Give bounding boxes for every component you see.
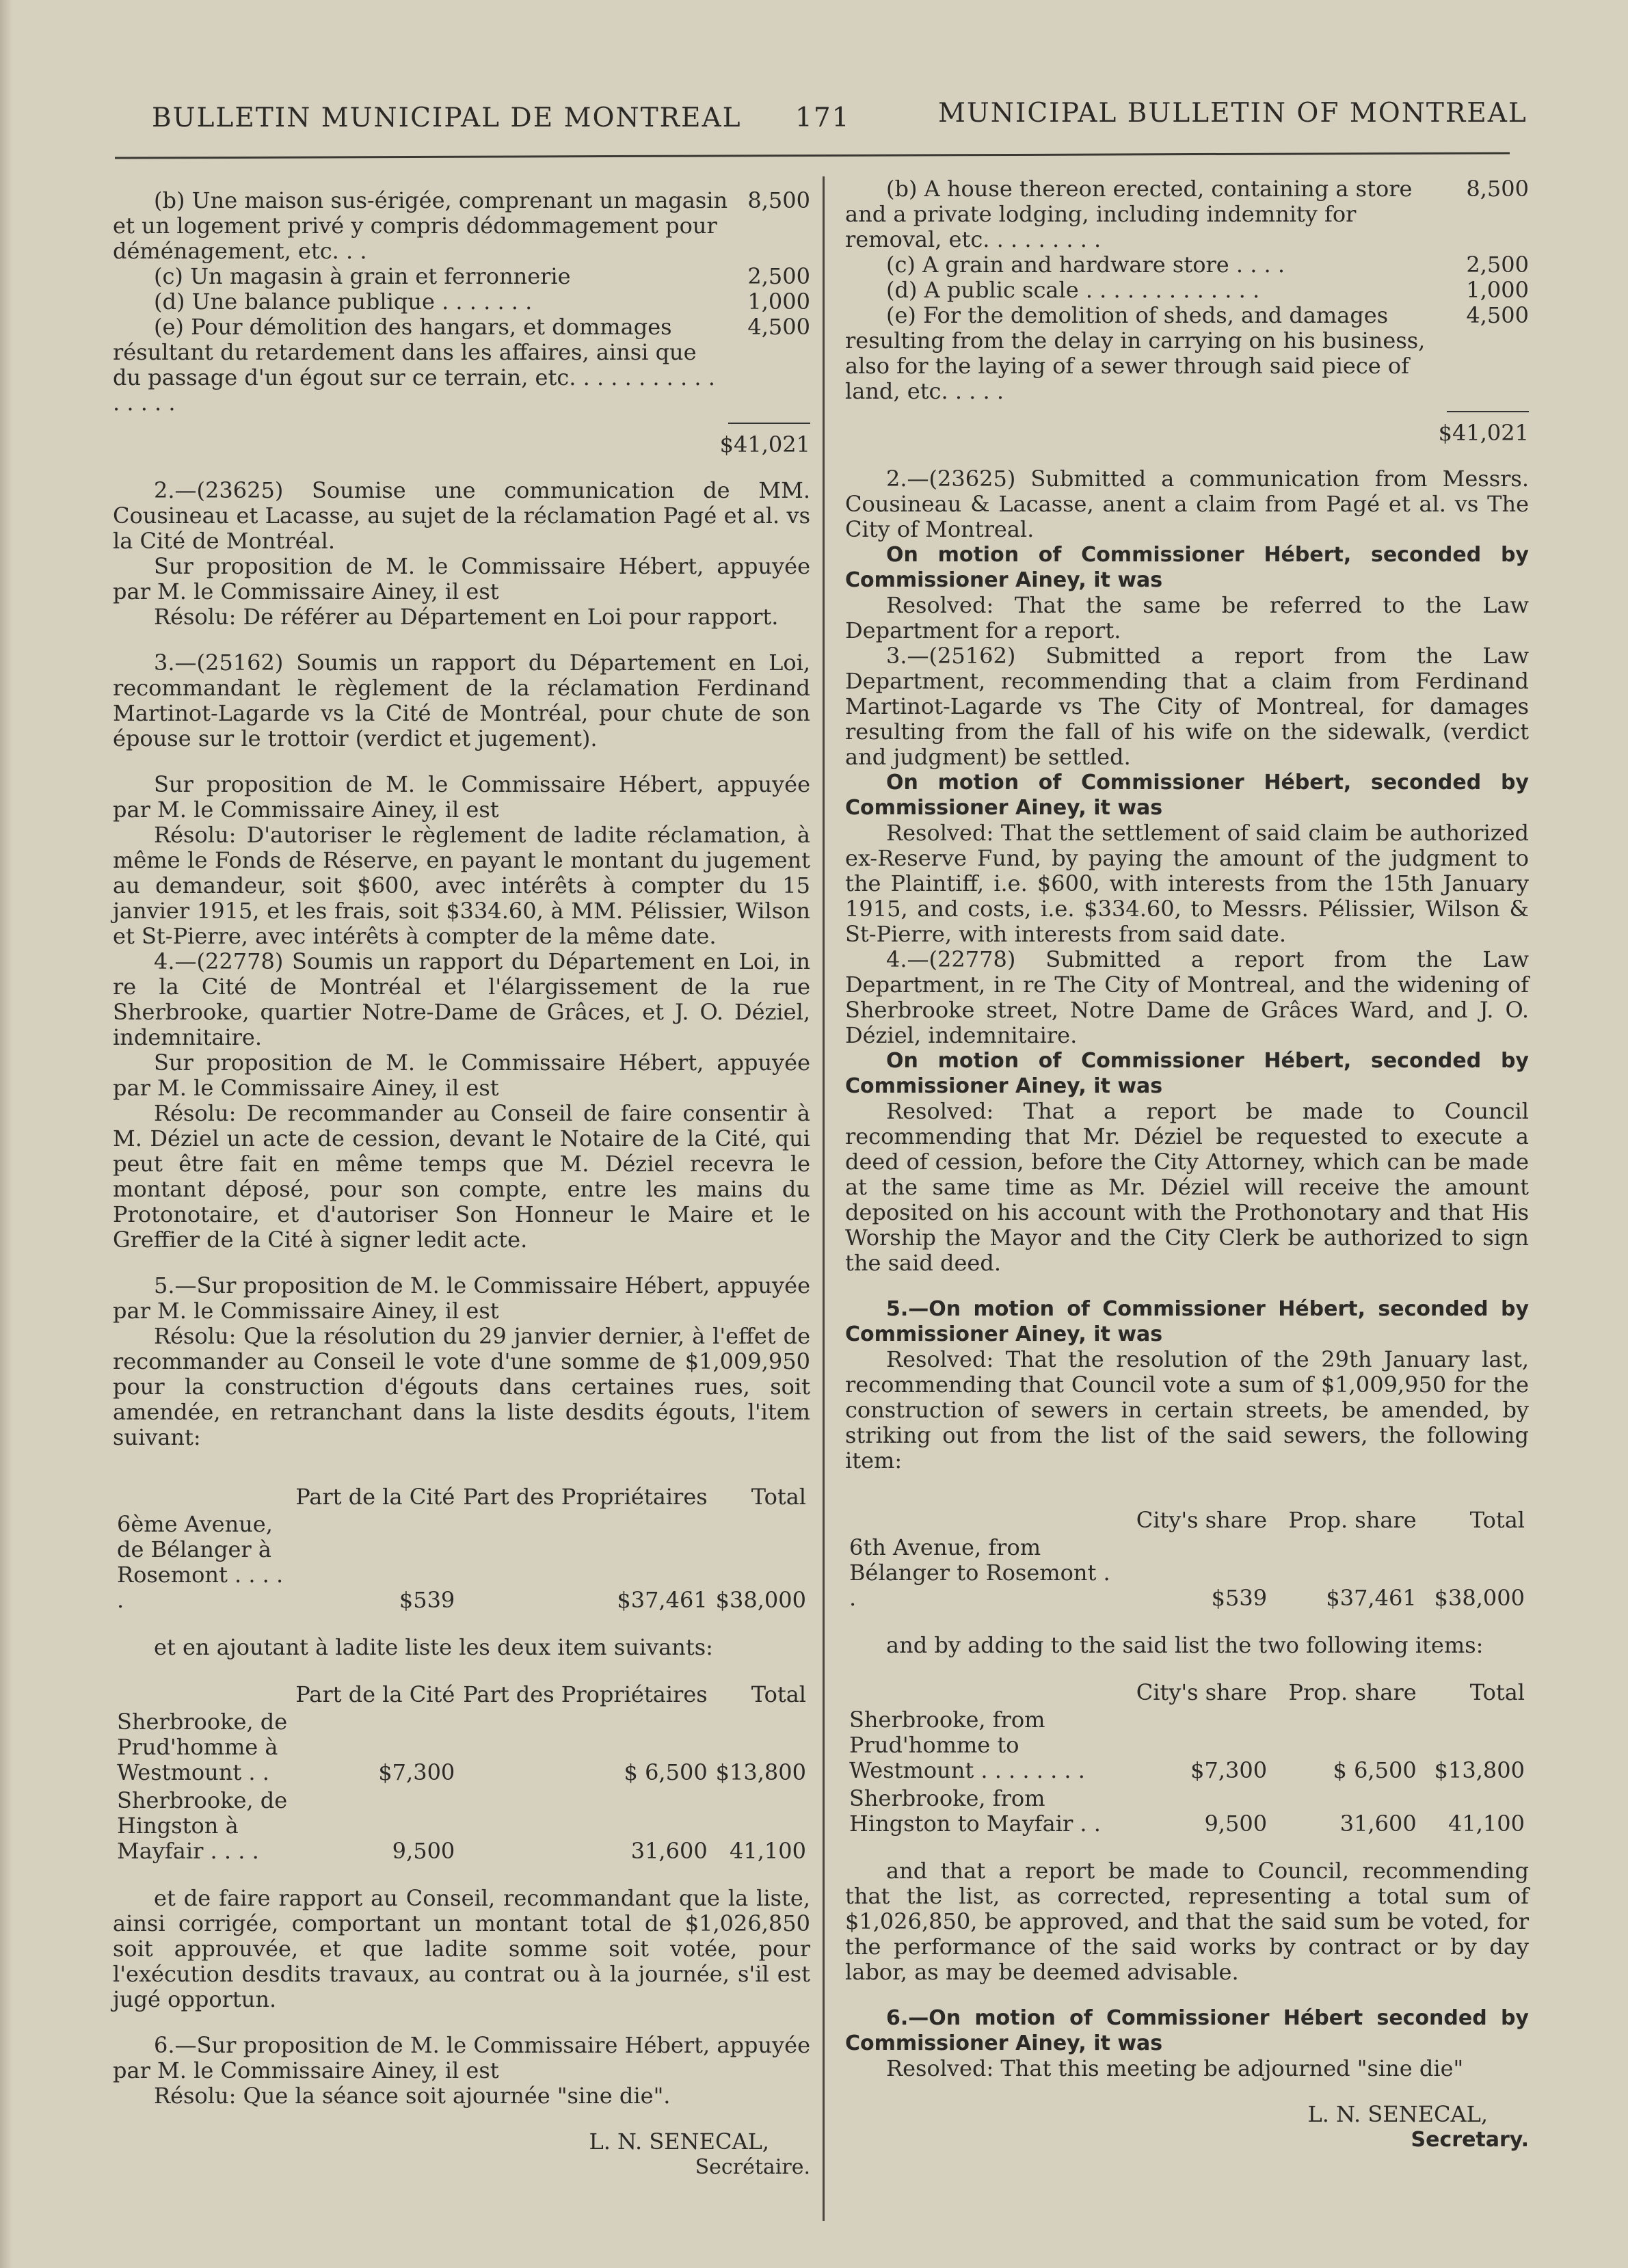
col-header-total: Total [1469,1679,1525,1705]
list-item: (d) A public scale . . . . . . . . . . . . . 1,000 [886,277,1529,303]
table-row: 6th Avenue, from Bélanger to Rosemont . . $539 $37,461 $38,000 [849,1534,1525,1611]
english-column [845,176,1529,2152]
table-row: Sherbrooke, from Hingston to Mayfair . . 9,500 31,600 41,100 [849,1785,1525,1837]
paragraph-2: 2.—(23625) Soumise une communication de MM. Cousineau et Lacasse, au sujet de la réclamation Pagé et al. vs la Cité de Montréal. [113,477,810,554]
resolved-5: Résolu: Que la résolution du 29 janvier dernier, à l'effet de recommander au Conseil le vote d'une somme de $1,009,950 pour la construction d'égouts dans certaines rues, soit amendée, en retranchant dans la liste desdits égouts, l'item suivant: [113,1323,810,1450]
motion-2: On motion of Commissioner Hébert, seconded by Commissioner Ainey, it was [845,543,1529,592]
column-divider [823,176,825,2221]
motion-5: 5.—Sur proposition de M. le Commissaire Hébert, appuyée par M. le Commissaire Ainey, il est [113,1272,810,1324]
total-amount: $41,021 [719,431,810,457]
resolved-6: Résolu: Que la séance soit ajournée "sine die". [154,2083,671,2109]
table-row: Sherbrooke, de Prud'homme à Westmount . . $7,300 $ 6,500 $13,800 [117,1709,806,1785]
total-amount: $41,021 [1438,420,1529,446]
resolved-6: Resolved: That this meeting be adjourned "sine die" [886,2055,1464,2081]
header-left-title: BULLETIN MUNICIPAL DE MONTREAL [152,103,742,133]
paragraph-2: 2.—(23625) Submitted a communication from Messrs. Cousineau & Lacasse, anent a claim from Pagé et al. vs The City of Montreal. [845,466,1529,542]
col-header-total: Total [751,1681,806,1707]
motion-6: 6.—Sur proposition de M. le Commissaire Hébert, appuyée par M. le Commissaire Ainey, il est [113,2032,810,2083]
paragraph-5-end: et de faire rapport au Conseil, recommandant que la liste, ainsi corrigée, comportant un montant total de $1,026,850 soit approuvée, et que ladite somme soit votée, pour l'exécution desdits travaux, au contrat ou à la journée, s'il est jugé opportun. [113,1885,810,2012]
list-item: (c) A grain and hardware store . . . . 2,500 [886,252,1529,278]
resolved-4: Résolu: De recommander au Conseil de faire consentir à M. Déziel un acte de cession, devant le Notaire de la Cité, qui peut être fait en même temps que M. Déziel recevra le montant déposé, pour son compte, entre les mains du Protonotaire, et d'autoriser Son Honneur le Maire et le Greffier de la Cité à signer ledit acte. [113,1100,810,1253]
removed-sewer-table [845,1506,1529,1612]
resolved-3: Résolu: D'autoriser le règlement de ladite réclamation, à même le Fonds de Réserve, en payant le montant du jugement au demandeur, soit $600, avec intérêts à compter du 15 janvier 1915, et les frais, soit $334.60, à MM. Pélissier, Wilson et St-Pierre, avec intérêts à compter de la même date. [113,822,810,949]
signature-role: Secretary. [1411,2128,1529,2152]
sum-rule [1447,411,1529,412]
removed-sewer-table [113,1483,810,1614]
list-item: (b) A house thereon erected, containing a store and a private lodging, including indemnity for removal, etc. . . . . . . . . 8,500 [845,176,1529,252]
col-header-owners: Part des Propriétaires [463,1681,708,1707]
table-row: Sherbrooke, de Hingston à Mayfair . . . . 9,500 31,600 41,100 [117,1787,806,1864]
paragraph-3: 3.—(25162) Soumis un rapport du Département en Loi, recommandant le règlement de la réclamation Ferdinand Martinot-Lagarde vs la Cité de Montréal, pour chute de son épouse sur le trottoir (verdict et jugement). [113,650,810,751]
table-row: Sherbrooke, from Prud'homme to Westmount . . . . . . . . $7,300 $ 6,500 $13,800 [849,1707,1525,1783]
add-items-text: and by adding to the said list the two following items: [886,1632,1484,1658]
resolved-3: Resolved: That the settlement of said claim be authorized ex-Reserve Fund, by paying the amount of the judgment to the Plaintiff, i.e. $600, with interests from the 15th January 1915, and costs, i.e. $334.60, to Messrs. Pélissier, Wilson & St-Pierre, with interests from said date. [845,820,1529,947]
paragraph-5-end: and that a report be made to Council, recommending that the list, as corrected, representing a total sum of $1,026,850, be approved, and that the said sum be voted, for the performance of the said works by contract or by day labor, as may be deemed advisable. [845,1858,1529,1985]
list-item: (d) Une balance publique . . . . . . . 1,000 [154,289,810,315]
paragraph-3: 3.—(25162) Submitted a report from the Law Department, recommending that a claim from Ferdinand Martinot-Lagarde vs The City of Montreal, for damages resulting from the fall of his wife on the sidewalk, (verdict and judgment) be settled. [845,643,1529,770]
table-row: 6ème Avenue, de Bélanger à Rosemont . . . . . $539 $37,461 $38,000 [117,1511,806,1613]
list-item: (b) Une maison sus-érigée, comprenant un magasin et un logement privé y compris dédommagement pour déménagement, etc. . . 8,500 [113,187,810,264]
list-item: (c) Un magasin à grain et ferronnerie 2,500 [154,263,810,289]
signature-role: Secrétaire. [695,2155,810,2179]
col-header-city: City's share [1136,1679,1268,1705]
french-column [113,188,810,2180]
col-header-owners: Part des Propriétaires [463,1484,708,1510]
col-header-owners: Prop. share [1288,1679,1417,1705]
header-rule [115,152,1510,159]
col-header-total: Total [751,1484,806,1510]
motion-6: 6.—On motion of Commissioner Hébert seconded by Commissioner Ainey, it was [845,2006,1529,2055]
page-binding-shadow [0,0,12,2268]
motion-2: Sur proposition de M. le Commissaire Hébert, appuyée par M. le Commissaire Ainey, il est [113,553,810,604]
motion-5: 5.—On motion of Commissioner Hébert, seconded by Commissioner Ainey, it was [845,1297,1529,1346]
col-header-owners: Prop. share [1288,1507,1417,1533]
list-item: (e) Pour démolition des hangars, et dommages résultant du retardement dans les affaires, ainsi que du passage d'un égout sur ce terrain, etc. . . . . . . . . . . . . . . . 4,500 [113,314,810,416]
col-header-city: City's share [1136,1507,1268,1533]
motion-4: On motion of Commissioner Hébert, seconded by Commissioner Ainey, it was [845,1049,1529,1098]
list-item: (e) For the demolition of sheds, and damages resulting from the delay in carrying on his business, also for the laying of a sewer through said piece of land, etc. . . . . 4,500 [845,302,1529,404]
resolved-4: Resolved: That a report be made to Council recommending that Mr. Déziel be requested to execute a deed of cession, before the City Attorney, which can be made at the same time as Mr. Déziel will receive the amount deposited on his account with the Prothonotary and that His Worship the Mayor and the City Clerk be authorized to sign the said deed. [845,1098,1529,1276]
resolved-2: Résolu: De référer au Département en Loi pour rapport. [154,604,779,630]
resolved-2: Resolved: That the same be referred to the Law Department for a report. [845,592,1529,643]
col-header-city: Part de la Cité [295,1681,455,1707]
col-header-total: Total [1469,1507,1525,1533]
paragraph-4: 4.—(22778) Submitted a report from the Law Department, in re The City of Montreal, and the widening of Sherbrooke street, Notre Dame de Grâces Ward, and J. O. Déziel, indemnitaire. [845,946,1529,1048]
header-right-title: MUNICIPAL BULLETIN OF MONTREAL [938,98,1527,129]
signature: L. N. SENECAL, [1307,2101,1488,2127]
sum-rule [728,423,810,424]
col-header-city: Part de la Cité [295,1484,455,1510]
add-items-text: et en ajoutant à ladite liste les deux item suivants: [154,1634,713,1660]
resolved-5: Resolved: That the resolution of the 29th January last, recommending that Council vote a sum of $1,009,950 for the construction of sewers in certain streets, be amended, by striking out from the list of the said sewers, the following item: [845,1346,1529,1473]
motion-4: Sur proposition de M. le Commissaire Hébert, appuyée par M. le Commissaire Ainey, il est [113,1050,810,1101]
page-number: 171 [795,103,851,133]
paragraph-4: 4.—(22778) Soumis un rapport du Département en Loi, in re la Cité de Montréal et l'élargissement de la rue Sherbrooke, quartier Notre-Dame de Grâces, et J. O. Déziel, indemnitaire. [113,948,810,1050]
added-sewers-table [845,1679,1529,1838]
added-sewers-table [113,1681,810,1865]
motion-3: On motion of Commissioner Hébert, seconded by Commissioner Ainey, it was [845,771,1529,820]
signature: L. N. SENECAL, [589,2129,769,2154]
motion-3: Sur proposition de M. le Commissaire Hébert, appuyée par M. le Commissaire Ainey, il est [113,771,810,823]
